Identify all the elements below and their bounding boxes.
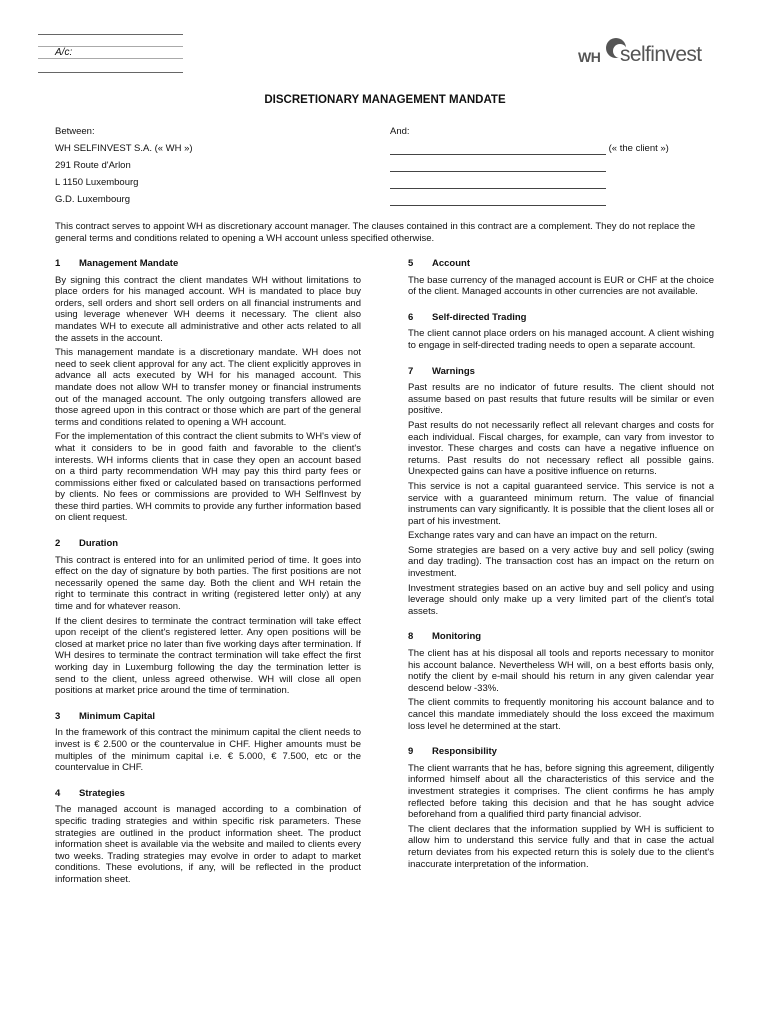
section-2 (55, 538, 361, 697)
wh-address-line: L 1150 Luxembourg (55, 177, 139, 188)
section-3 (55, 711, 361, 774)
client-address-field[interactable] (390, 161, 606, 172)
wh-selfinvest-logo (578, 36, 718, 66)
section-paragraph: In the framework of this contract the minimum capital the client needs to invest is € 2.500 or the countervalue in CHF. Higher amounts must be multiples of the minimum capital i.e. € 5.000, € 7.500, etc or the countervalue in CHF. (55, 727, 361, 774)
section-title: Responsibility (432, 746, 497, 758)
section-heading (408, 312, 714, 324)
section-4 (55, 788, 361, 886)
section-number: 6 (408, 311, 414, 323)
section-paragraph: The base currency of the managed account is EUR or CHF at the choice of the client. Managed accounts in other currencies are not available. (408, 274, 714, 298)
section-paragraph: For the implementation of this contract the client submits to WH's view of what it considers to be in good faith and favorable to the client's interests. WH informs clients that in case they open an account based on a third party recommendation WH may pay this third party fees or commissions either fixed or calculated based on transactions performed by clients. No fees or commissions are provided to WH SelfInvest by these third parties. WH commits to provide any further information based on client request. (55, 431, 361, 524)
section-number: 8 (408, 631, 414, 643)
between-label: Between: (55, 126, 95, 137)
section-title: Duration (79, 538, 119, 550)
document-title: DISCRETIONARY MANAGEMENT MANDATE (264, 94, 506, 106)
section-paragraph: The client warrants that he has, before signing this agreement, diligently informed himself about all the characteristics of this service and the investment strategies it comprises. The client confirms he has amply reflected before taking this decision and that he has sought advice beforehand from a qualified third party financial advisor. (408, 762, 714, 821)
section-heading (408, 258, 714, 270)
section-7 (408, 366, 714, 618)
section-paragraph: Past results do not necessarily reflect all relevant charges and costs for each individual. Fiscal charges, for example, can vary from investor to investor. These charges and costs can have a negative influence on returns. Past results do not necessary reflect all possible gains. Unexpected gains can have a positive influence on returns. (408, 419, 714, 478)
section-title: Monitoring (432, 631, 482, 643)
client-name-field[interactable] (390, 144, 606, 155)
section-heading (55, 788, 361, 800)
account-label: A/c: (55, 47, 73, 58)
client-address-field[interactable] (390, 195, 606, 206)
section-number: 9 (408, 746, 414, 758)
and-label: And: (390, 126, 410, 137)
section-title: Account (432, 258, 470, 269)
client-name-row (390, 143, 720, 160)
section-title: Warnings (432, 365, 475, 377)
intro-paragraph: This contract serves to appoint WH as discretionary account manager. The clauses contained in this contract are a complement. They do not replace the general terms and conditions related to opening a WH account unless specified otherwise. (55, 221, 696, 244)
section-heading (408, 631, 714, 643)
section-paragraph: The client cannot place orders on his managed account. A client wishing to engage in self-directed trading needs to open a separate account. (408, 328, 714, 351)
client-address-field[interactable] (390, 178, 606, 189)
section-paragraph: Some strategies are based on a very active buy and sell policy (swing and day trading). The transaction cost has an impact on the return on investment. (408, 544, 714, 580)
wh-address-line: 291 Route d'Arlon (55, 160, 131, 171)
section-paragraph: The client declares that the information supplied by WH is sufficient to allow him to understand this service fully and that in case the actual return deviates from his expected return this is solely due to the client's inaccurate interpretation of the information. (408, 823, 714, 870)
section-paragraph: Exchange rates vary and can have an impact on the return. (408, 530, 658, 542)
section-paragraph: The managed account is managed according to a combination of specific trading strategies and within specific risk parameters. These strategies are outlined in the product information sheet. The product information sheet is available via the website and mailed to clients every two weeks. Trading strategies may evolve in order to adapt to market conditions. These evolutions, if any, will be reflected in the product information sheet. (55, 804, 361, 885)
wh-name: WH SELFINVEST S.A. (« WH ») (55, 143, 193, 154)
party-client (390, 126, 720, 211)
section-paragraph: This service is not a capital guaranteed service. This service is not a service with a guaranteed minimum return. The value of financial instruments can vary significantly. It is possible that the client loses all or part of his investment. (408, 480, 714, 527)
section-paragraph: Past results are no indicator of future results. The client should not assume based on past results that future results will be similar or even positive. (408, 382, 714, 417)
section-paragraph: This contract is entered into for an unlimited period of time. It goes into effect on the day of signature by both parties. The first positions are not necessarily opened the same day. Both the client and WH retain the right to terminate this contract in writing (registered letter only) at any time and for whatever reason. (55, 554, 361, 613)
section-paragraph: This management mandate is a discretionary mandate. WH does not need to seek client approval for any act. The client explicitly approves in advance all acts executed by WH for his managed account. This mandate does not allow WH to transfer money or financial instruments out of the managed account. The only outgoing transfers allowed are those agreed upon in this contract or those which are part of the general terms and conditions related to opening a WH account. (55, 347, 361, 428)
section-1 (55, 258, 361, 524)
section-heading (408, 366, 714, 378)
account-number-box (38, 34, 183, 73)
section-number: 3 (55, 710, 61, 722)
party-wh (55, 126, 193, 211)
section-number: 5 (408, 258, 414, 269)
section-paragraph: By signing this contract the client mandates WH without limitations to place orders for his managed account. WH is mandated to place buy orders, sell orders and short sell orders on all financial instruments and using leverage whenever WH deems it necessary. The client also mandates WH to execute all administrative and other acts related to all the assets in the account. (55, 274, 361, 344)
section-number: 4 (55, 787, 61, 799)
section-paragraph: The client has at his disposal all tools and reports necessary to monitor his account balance. Nevertheless WH will, on a best efforts basis only, notify the client by e-mail should his return in any given calendar year descend below -33%. (408, 648, 714, 694)
account-box-divider (38, 58, 183, 59)
section-6 (408, 312, 714, 352)
section-title: Strategies (79, 787, 125, 799)
wh-address-line: G.D. Luxembourg (55, 194, 130, 205)
section-paragraph: If the client desires to terminate the contract termination will take effect upon receipt of the client's registered letter. Any open positions will be closed at market price no later than five working days after termination. If WH desires to terminate the contract termination will take effect the first working day in Luxemburg following the day the termination letter is send to the client, unless agreed otherwise. WH will close all open positions at market price around the time of termination. (55, 615, 361, 697)
section-title: Management Mandate (79, 258, 179, 269)
client-address-row (390, 177, 720, 194)
logo-prefix: WH (578, 49, 601, 65)
section-title: Self-directed Trading (432, 311, 527, 323)
section-heading (55, 538, 361, 550)
section-paragraph: Investment strategies based on an active buy and sell policy and using leverage should only make up a very limited part of the client's total assets. (408, 582, 714, 617)
logo-name: selfinvest (620, 43, 702, 66)
section-number: 1 (55, 258, 61, 269)
section-heading (55, 258, 361, 270)
section-number: 2 (55, 538, 61, 550)
right-column (408, 258, 714, 884)
section-5 (408, 258, 714, 298)
client-address-row (390, 194, 720, 211)
client-suffix: (« the client ») (608, 143, 669, 154)
client-address-row (390, 160, 720, 177)
section-paragraph: The client commits to frequently monitoring his account balance and to cancel this mandate immediately should the loss exceed the maximum loss level he determined at the start. (408, 697, 714, 732)
section-9 (408, 746, 714, 870)
section-heading (55, 711, 361, 723)
section-number: 7 (408, 365, 414, 377)
section-title: Minimum Capital (79, 710, 156, 722)
section-heading (408, 746, 714, 758)
left-column (55, 258, 361, 900)
section-8 (408, 631, 714, 732)
